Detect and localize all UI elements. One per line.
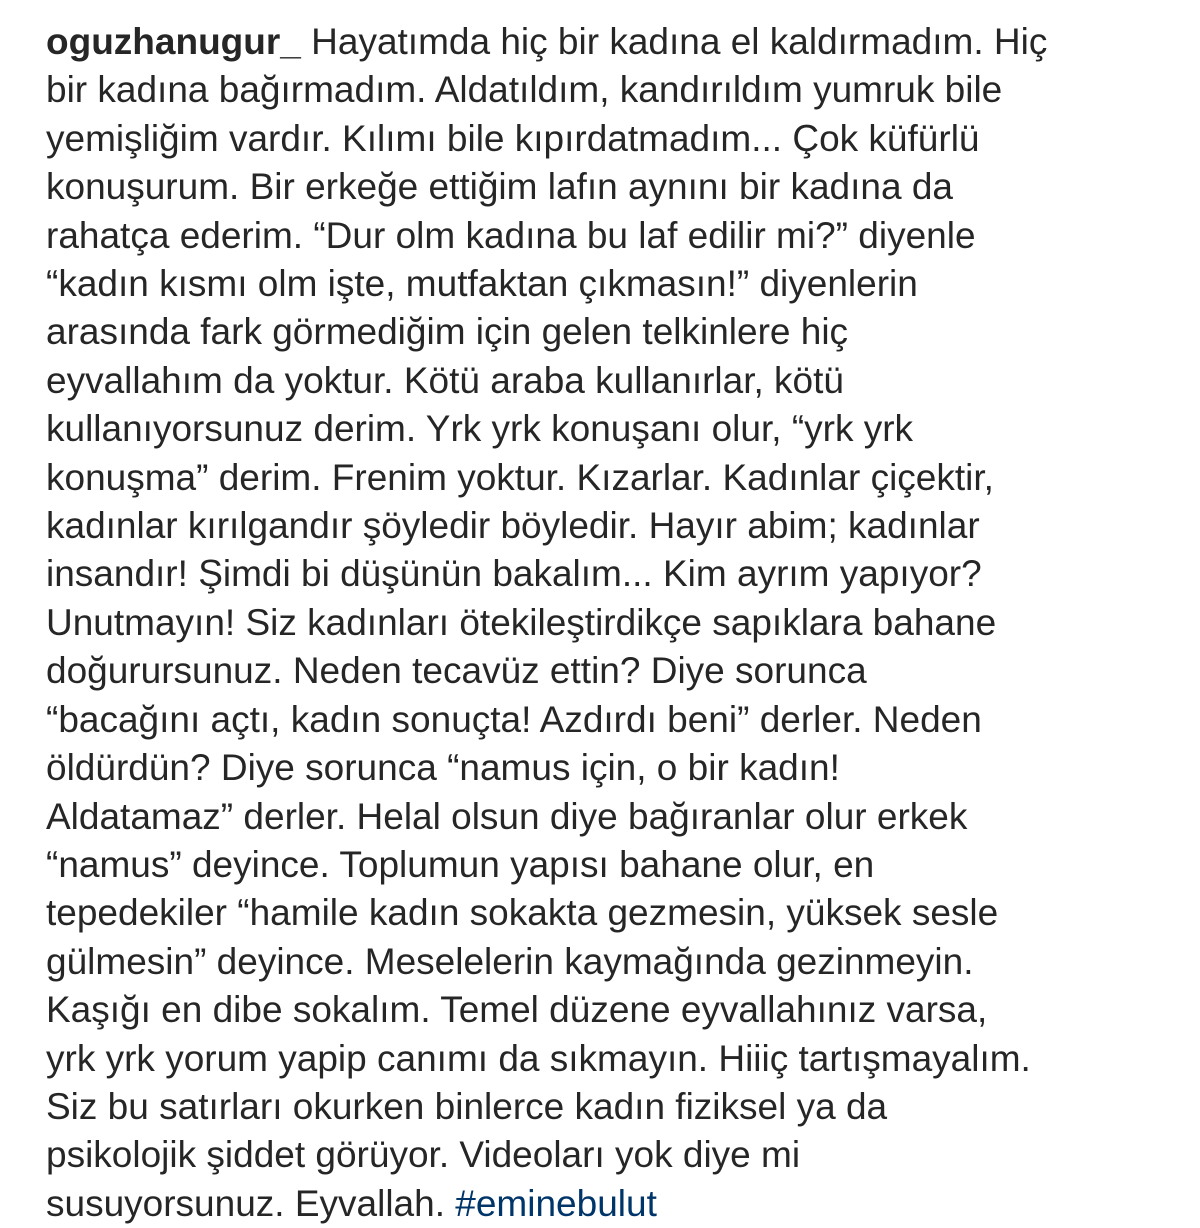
caption-line: insandır! Şimdi bi düşünün bakalım... Kim ayrım yapıyor?	[46, 553, 982, 595]
caption-line	[46, 18, 1176, 66]
caption-text: susuyorsunuz. Eyvallah.	[46, 1182, 456, 1224]
caption-line: arasında fark görmediğim için gelen telkinlere hiç	[46, 311, 849, 353]
caption-line: “kadın kısmı olm işte, mutfaktan çıkmasın!” diyenlerin	[46, 263, 918, 305]
caption-line: kadınlar kırılgandır şöyledir böyledir. Hayır abim; kadınlar	[46, 505, 980, 547]
post-caption	[46, 18, 1176, 1228]
username-link[interactable]: oguzhanugur_	[46, 21, 301, 62]
caption-line: Unutmayın! Siz kadınları ötekileştirdikçe sapıklara bahane	[46, 601, 997, 643]
caption-line: eyvallahım da yoktur. Kötü araba kullanırlar, kötü	[46, 359, 844, 401]
caption-line: doğurursunuz. Neden tecavüz ettin? Diye sorunca	[46, 650, 867, 692]
caption-line: konuşma” derim. Frenim yoktur. Kızarlar. Kadınlar çiçektir,	[46, 456, 994, 498]
caption-line: bir kadına bağırmadım. Aldatıldım, kandırıldım yumruk bile	[46, 69, 1003, 111]
caption-line: yemişliğim vardır. Kılımı bile kıpırdatmadım... Çok küfürlü	[46, 117, 980, 159]
caption-line: Aldatamaz” derler. Helal olsun diye bağıranlar olur erkek	[46, 795, 968, 837]
caption-line: kullanıyorsunuz derim. Yrk yrk konuşanı olur, “yrk yrk	[46, 408, 914, 450]
caption-line: “bacağını açtı, kadın sonuçta! Azdırdı beni” derler. Neden	[46, 698, 982, 740]
caption-text: Hayatımda hiç bir kadına el kaldırmadım. Hiç	[300, 21, 1048, 62]
caption-line	[46, 1180, 1176, 1228]
caption-line: konuşurum. Bir erkeğe ettiğim lafın aynını bir kadına da	[46, 166, 953, 208]
caption-line: “namus” deyince. Toplumun yapısı bahane olur, en	[46, 843, 875, 885]
caption-line: öldürdün? Diye sorunca “namus için, o bir kadın!	[46, 747, 840, 789]
hashtag-link[interactable]: #eminebulut	[455, 1182, 657, 1224]
caption-line: Kaşığı en dibe sokalım. Temel düzene eyvallahınız varsa,	[46, 989, 988, 1031]
caption-line: gülmesin” deyince. Meselelerin kaymağında gezinmeyin.	[46, 940, 974, 982]
caption-line: yrk yrk yorum yapip canımı da sıkmayın. Hiiiç tartışmayalım.	[46, 1037, 1031, 1079]
caption-line: rahatça ederim. “Dur olm kadına bu laf edilir mi?” diyenle	[46, 214, 976, 256]
caption-line: tepedekiler “hamile kadın sokakta gezmesin, yüksek sesle	[46, 892, 999, 934]
caption-line: Siz bu satırları okurken binlerce kadın fiziksel ya da	[46, 1085, 888, 1127]
caption-line: psikolojik şiddet görüyor. Videoları yok diye mi	[46, 1134, 801, 1176]
